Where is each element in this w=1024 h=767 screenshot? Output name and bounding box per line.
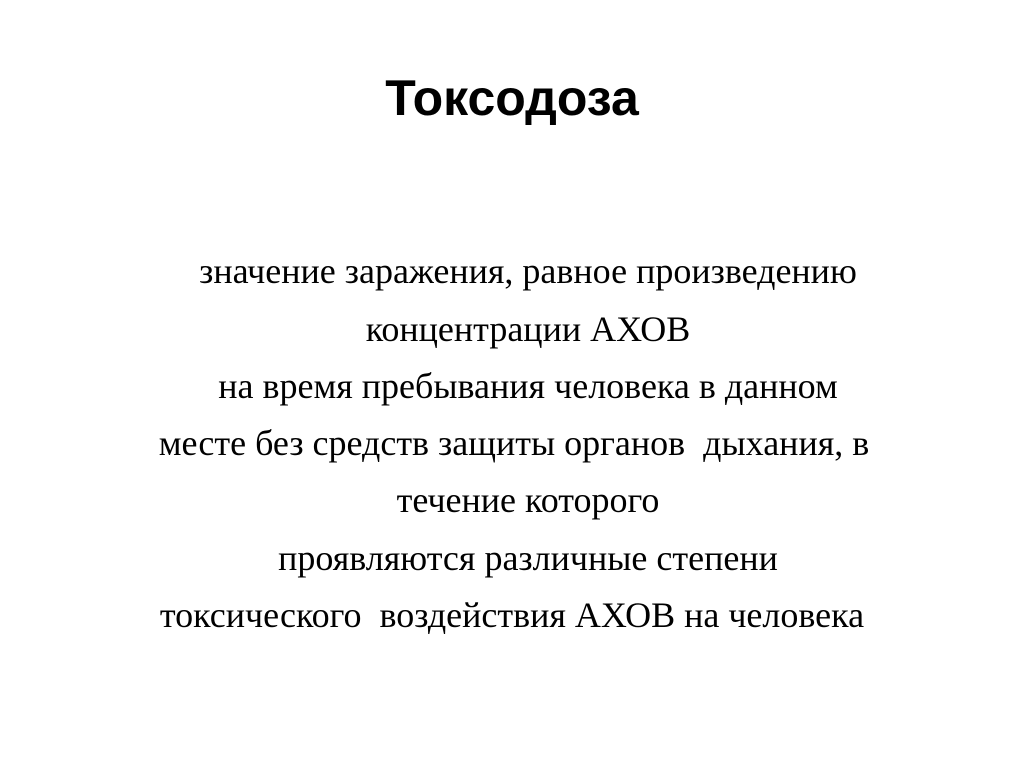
definition-line: проявляются различные степени	[278, 538, 778, 578]
definition-line: токсического воздействия АХОВ на человека	[159, 595, 865, 635]
definition-line: на время пребывания человека в данном	[218, 366, 838, 406]
definition-line: концентрации АХОВ	[365, 309, 691, 349]
definition-line: течение которого	[396, 480, 660, 520]
definition-line: месте без средств защиты органов дыхания, в	[158, 423, 870, 463]
definition-line: значение заражения, равное произведению	[199, 251, 857, 291]
slide-title: Токсодоза	[385, 70, 639, 126]
